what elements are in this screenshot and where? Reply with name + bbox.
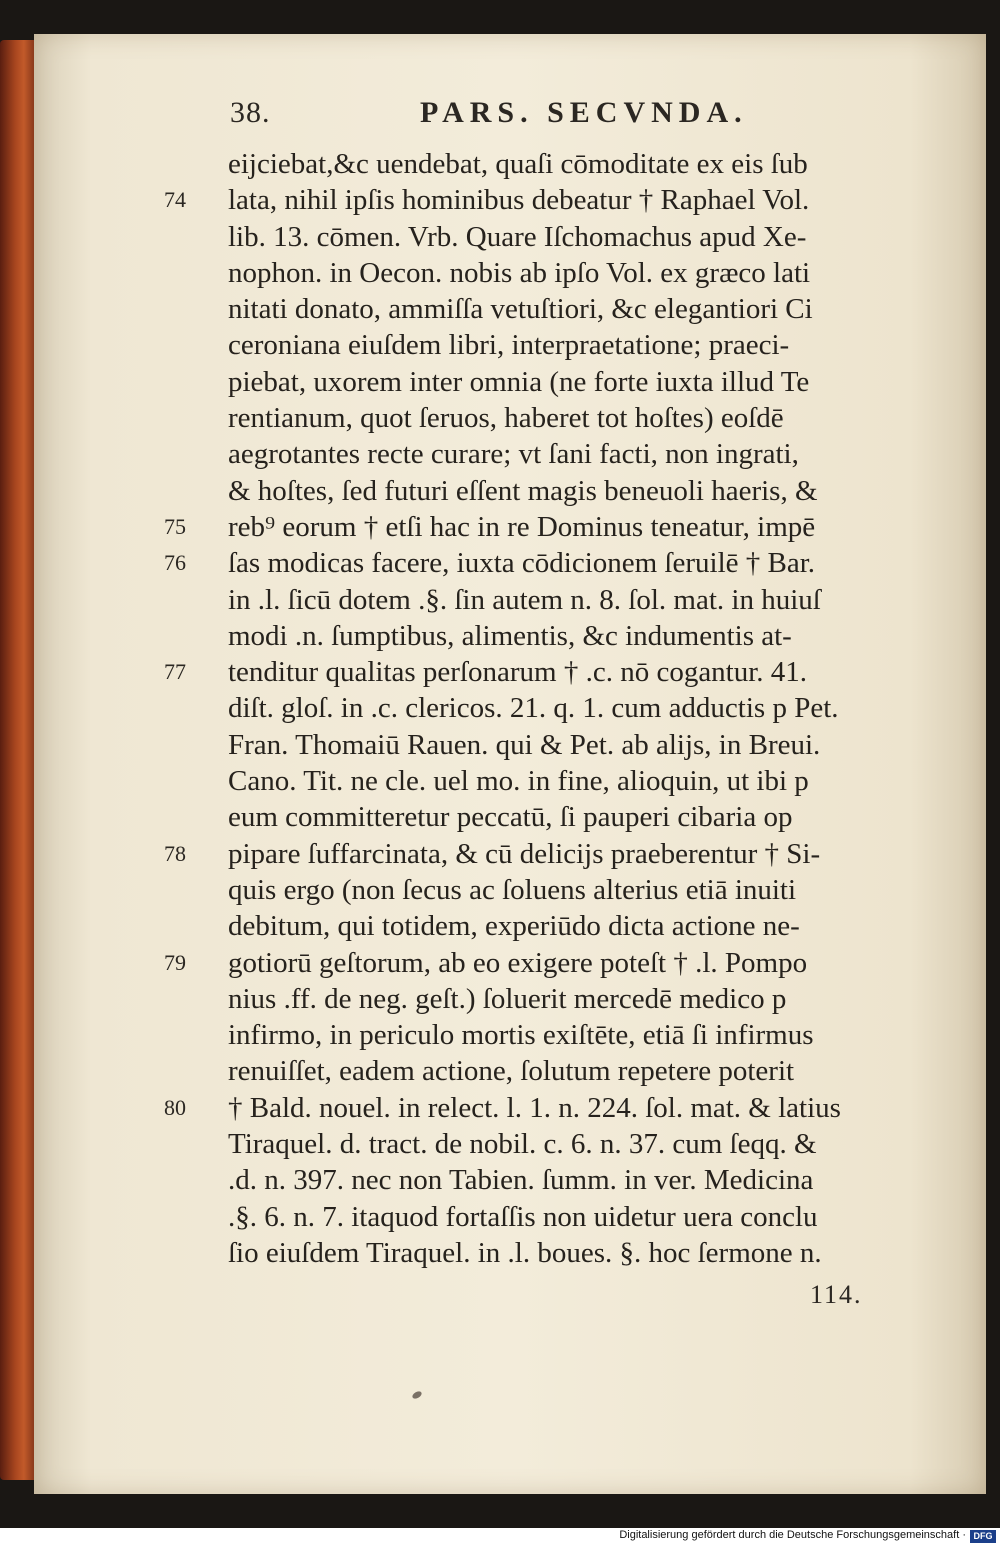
text-line <box>190 436 950 472</box>
text-line <box>190 146 950 182</box>
line-text: .§. 6. n. 7. itaquod fortaſſis non uidetur uera conclu <box>228 1200 818 1233</box>
text-line <box>190 727 950 763</box>
text-line <box>190 908 950 944</box>
text-line <box>190 618 950 654</box>
text-block <box>164 146 950 1271</box>
line-text: aegrotantes recte curare; vt ſani facti, non ingrati, <box>228 438 799 471</box>
line-text: & hoſtes, ſed futuri eſſent magis beneuoli haeris, & <box>228 474 818 507</box>
dfg-logo-icon: DFG <box>970 1530 996 1543</box>
line-text: nophon. in Oecon. nobis ab ipſo Vol. ex græco lati <box>228 256 811 289</box>
line-text: .d. n. 397. nec non Tabien. ſumm. in ver. Medicina <box>228 1164 814 1197</box>
line-text: lata, nihil ipſis hominibus debeatur † Raphael Vol. <box>228 184 810 217</box>
page-number: 38. <box>230 96 271 129</box>
text-line <box>190 327 950 363</box>
line-text: lib. 13. cōmen. Vrb. Quare Iſchomachus apud Xe- <box>228 220 807 253</box>
line-text: pipare ſuffarcinata, & cū delicijs praeberentur † Si- <box>228 837 821 870</box>
text-line <box>190 690 950 726</box>
text-line <box>190 255 950 291</box>
marginal-note-number: 74 <box>164 187 186 213</box>
line-text: † Bald. nouel. in relect. l. 1. n. 224. ſol. mat. & latius <box>228 1091 841 1124</box>
marginal-note-number: 76 <box>164 550 186 576</box>
text-line <box>164 182 950 218</box>
line-text: in .l. ſicū dotem .§. ſin autem n. 8. ſol. mat. in huiuſ <box>228 583 821 616</box>
marginal-note-number: 78 <box>164 840 186 866</box>
text-line <box>164 654 950 690</box>
line-text: rentianum, quot ſeruos, haberet tot hoſtes) eoſdē <box>228 402 784 435</box>
line-text: ſas modicas facere, iuxta cōdicionem ſeruilē † Bar. <box>228 547 816 580</box>
line-text: nitati donato, ammiſſa vetuſtiori, &c elegantiori Ci <box>228 293 813 326</box>
text-line <box>190 1199 950 1235</box>
marginal-note-number: 77 <box>164 659 186 685</box>
text-line <box>164 1090 950 1126</box>
text-line <box>190 291 950 327</box>
text-line <box>190 1235 950 1271</box>
text-line <box>164 836 950 872</box>
text-line <box>190 1162 950 1198</box>
line-text: Tiraquel. d. tract. de nobil. c. 6. n. 37. cum ſeqq. & <box>228 1128 817 1161</box>
text-line <box>190 473 950 509</box>
text-line <box>190 1126 950 1162</box>
marginal-note-number: 79 <box>164 949 186 975</box>
line-text: Cano. Tit. ne cle. uel mo. in fine, alioquin, ut ibi p <box>228 765 809 798</box>
text-line <box>190 799 950 835</box>
text-line <box>190 981 950 1017</box>
line-text: ſio eiuſdem Tiraquel. in .l. boues. §. hoc ſermone n. <box>228 1236 822 1269</box>
line-text: modi .n. ſumptibus, alimentis, &c indumentis at- <box>228 619 792 652</box>
line-text: Fran. Thomaiū Rauen. qui & Pet. ab alijs, in Breui. <box>228 728 821 761</box>
line-text: eum committeretur peccatū, ſi pauperi cibaria op <box>228 801 793 834</box>
text-line <box>164 545 950 581</box>
text-line <box>190 763 950 799</box>
footer-credit: Digitalisierung gefördert durch die Deutsche Forschungsgemeinschaft · <box>619 1529 966 1541</box>
line-text: tenditur qualitas perſonarum † .c. nō cogantur. 41. <box>228 656 808 689</box>
marginal-note-number: 75 <box>164 513 186 539</box>
text-line <box>190 364 950 400</box>
section-title: PARS. SECVNDA. <box>420 96 748 129</box>
text-line <box>190 582 950 618</box>
line-text: infirmo, in periculo mortis exiſtēte, etiā ſi infirmus <box>228 1019 814 1052</box>
text-line <box>164 945 950 981</box>
line-text: renuiſſet, eadem actione, ſolutum repetere poterit <box>228 1055 795 1088</box>
text-line <box>190 219 950 255</box>
text-line <box>190 1053 950 1089</box>
line-text: reb⁹ eorum † etſi hac in re Dominus teneatur, impē <box>228 510 816 543</box>
footer-bar <box>0 1528 1000 1546</box>
line-text: eijciebat,&c uendebat, quaſi cōmoditate ex eis ſub <box>228 148 808 180</box>
line-text: ceroniana eiuſdem libri, interpraetatione; praeci- <box>228 329 790 362</box>
marginal-note-number: 80 <box>164 1094 186 1120</box>
line-text: nius .ff. de neg. geſt.) ſoluerit mercedē medico p <box>228 982 787 1015</box>
text-line <box>190 1017 950 1053</box>
line-text: piebat, uxorem inter omnia (ne forte iuxta illud Te <box>228 365 810 398</box>
catchword: 114. <box>810 1280 863 1309</box>
line-text: diſt. gloſ. in .c. clericos. 21. q. 1. cum adductis p Pet. <box>228 692 839 725</box>
line-text: debitum, qui totidem, experiūdo dicta actione ne- <box>228 910 800 943</box>
line-text: quis ergo (non ſecus ac ſoluens alterius etiā inuiti <box>228 873 797 906</box>
book-spine <box>0 40 34 1480</box>
running-head <box>230 96 930 140</box>
text-line <box>190 872 950 908</box>
text-line <box>164 509 950 545</box>
text-line <box>190 400 950 436</box>
line-text: gotiorū geſtorum, ab eo exigere poteſt † .l. Pompo <box>228 946 808 979</box>
